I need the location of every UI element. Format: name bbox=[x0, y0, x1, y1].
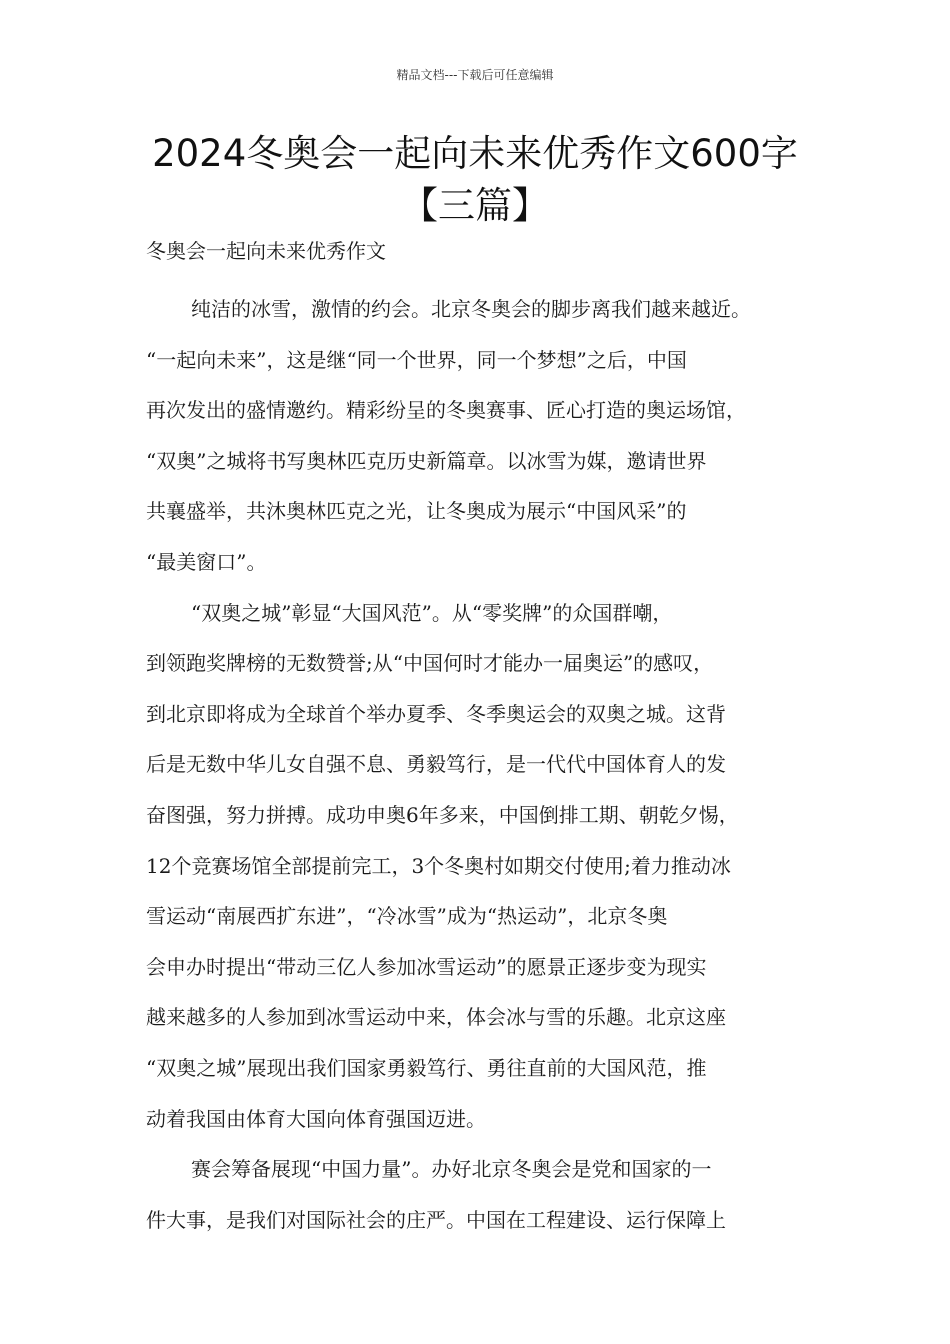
paragraph-line: “双奥之城”彰显“大国风范”。从“零奖牌”的众国群嘲， bbox=[191, 600, 673, 625]
document-body bbox=[146, 284, 816, 1245]
title-line-2: 【三篇】 bbox=[401, 184, 549, 227]
paragraph-2 bbox=[146, 588, 816, 1145]
paragraph-line: 共襄盛举，共沐奥林匹克之光，让冬奥成为展示“中国风采”的 bbox=[146, 499, 687, 524]
header-note: 精品文档---下载后可任意编辑 bbox=[396, 68, 554, 82]
paragraph-line: “一起向未来”，这是继“同一个世界，同一个梦想”之后，中国 bbox=[146, 347, 687, 372]
paragraph-line: 到北京即将成为全球首个举办夏季、冬季奥运会的双奥之城。这背 bbox=[146, 701, 726, 726]
paragraph-line: “双奥之城”展现出我们国家勇毅笃行、勇往直前的大国风范，推 bbox=[146, 1055, 707, 1080]
paragraph-1 bbox=[146, 284, 816, 588]
paragraph-line: 会申办时提出“带动三亿人参加冰雪运动”的愿景正逐步变为现实 bbox=[146, 954, 707, 979]
paragraph-line: 奋图强，努力拼搏。成功申奥6年多来，中国倒排工期、朝乾夕惕， bbox=[146, 802, 739, 827]
paragraph-line: 赛会筹备展现“中国力量”。办好北京冬奥会是党和国家的一 bbox=[191, 1157, 712, 1182]
paragraph-3 bbox=[146, 1144, 816, 1245]
paragraph-line: “最美窗口”。 bbox=[146, 549, 267, 574]
paragraph-line: 动着我国由体育大国向体育强国迈进。 bbox=[146, 1106, 486, 1131]
document-title bbox=[100, 128, 850, 232]
paragraph-line: 再次发出的盛情邀约。精彩纷呈的冬奥赛事、匠心打造的奥运场馆， bbox=[146, 398, 746, 423]
paragraph-line: 到领跑奖牌榜的无数赞誉;从“中国何时才能办一届奥运”的感叹， bbox=[146, 651, 714, 676]
paragraph-line: 12个竞赛场馆全部提前完工，3个冬奥村如期交付使用;着力推动冰 bbox=[146, 853, 731, 878]
paragraph-line: 件大事，是我们对国际社会的庄严。中国在工程建设、运行保障上 bbox=[146, 1207, 726, 1232]
paragraph-line: “双奥”之城将书写奥林匹克历史新篇章。以冰雪为媒，邀请世界 bbox=[146, 448, 707, 473]
paragraph-line: 纯洁的冰雪，激情的约会。北京冬奥会的脚步离我们越来越近。 bbox=[191, 297, 751, 321]
section-subtitle: 冬奥会一起向未来优秀作文 bbox=[146, 239, 386, 263]
paragraph-line: 越来越多的人参加到冰雪运动中来，体会冰与雪的乐趣。北京这座 bbox=[146, 1005, 726, 1030]
paragraph-line: 后是无数中华儿女自强不息、勇毅笃行，是一代代中国体育人的发 bbox=[146, 752, 726, 777]
paragraph-line: 雪运动“南展西扩东进”，“冷冰雪”成为“热运动”，北京冬奥 bbox=[146, 904, 668, 929]
title-line-1: 2024冬奥会一起向未来优秀作文600字 bbox=[152, 132, 798, 175]
